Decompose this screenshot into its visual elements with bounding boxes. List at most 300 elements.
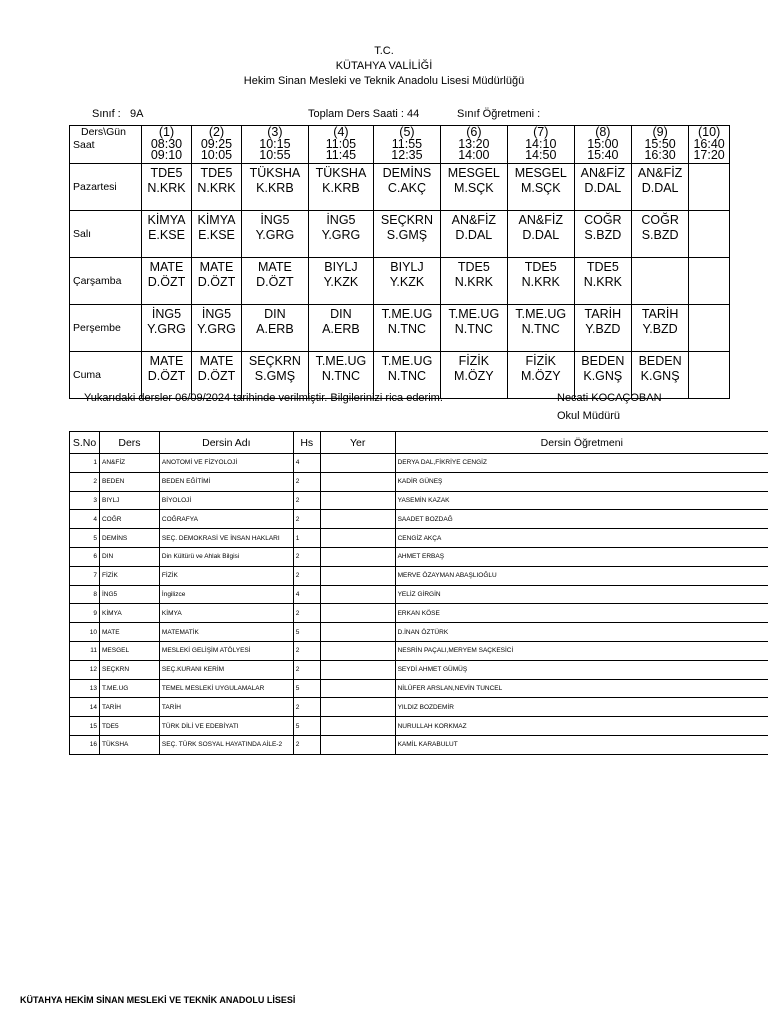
- lesson-cell: [507, 211, 574, 258]
- lesson-teacher-code: Y.GRG: [197, 322, 236, 336]
- lesson-course-code: İNG5: [201, 307, 232, 321]
- col-place: [320, 510, 395, 529]
- period-number: (2): [208, 125, 225, 139]
- col-teacher: CENGİZ AKÇA: [395, 529, 768, 548]
- course-reference-table: [69, 431, 768, 755]
- lesson-teacher-code: N.TNC: [387, 322, 427, 336]
- lesson-cell: [689, 352, 730, 399]
- period-start-time: 15:00: [587, 136, 619, 151]
- col-course-name: TEMEL MESLEKİ UYGULAMALAR: [159, 679, 293, 698]
- col-place: [320, 585, 395, 604]
- lesson-teacher-code: S.GMŞ: [386, 228, 428, 242]
- col-code: FİZİK: [99, 566, 159, 585]
- header-col-sno: S.No: [70, 432, 100, 454]
- col-sno: 14: [70, 698, 100, 717]
- lesson-cell: [689, 305, 730, 352]
- lesson-cell: [142, 258, 192, 305]
- period-header-cell: [374, 126, 441, 164]
- col-course-name: BEDEN EĞİTİMİ: [159, 472, 293, 491]
- lesson-course-code: AN&FİZ: [451, 213, 497, 227]
- lesson-course-code: TÜKSHA: [315, 166, 367, 180]
- col-code: DEMİNS: [99, 529, 159, 548]
- lesson-cell: [191, 211, 241, 258]
- lesson-teacher-code: N.KRK: [521, 275, 560, 289]
- lesson-course-code: T.ME.UG: [448, 307, 500, 321]
- col-sno: 16: [70, 735, 100, 754]
- lesson-cell: [308, 164, 373, 211]
- header-col-course-name: Dersin Adı: [159, 432, 293, 454]
- lesson-course-code: AN&FİZ: [518, 213, 563, 227]
- lesson-teacher-code: D.ÖZT: [256, 275, 294, 289]
- schedule-day-row: [70, 211, 730, 258]
- schedule-day-row: [70, 258, 730, 305]
- day-name-cell: [70, 211, 142, 258]
- col-place: [320, 679, 395, 698]
- lesson-course-code: TARİH: [584, 307, 622, 321]
- lesson-course-code: MESGEL: [447, 166, 500, 180]
- col-hours: 2: [293, 566, 320, 585]
- col-code: KİMYA: [99, 604, 159, 623]
- col-hours: 4: [293, 585, 320, 604]
- lesson-course-code: İNG5: [260, 213, 290, 227]
- period-start-time: 08:30: [150, 136, 183, 151]
- period-end-time: 10:05: [200, 148, 233, 162]
- col-hours: 1: [293, 529, 320, 548]
- col-course-name: ANOTOMİ VE FİZYOLOJİ: [159, 454, 293, 473]
- col-course-name: İngilizce: [159, 585, 293, 604]
- lesson-cell: [142, 305, 192, 352]
- lesson-course-code: FİZİK: [458, 354, 490, 368]
- col-teacher: YASEMİN KAZAK: [395, 491, 768, 510]
- header-col-place: Yer: [320, 432, 395, 454]
- col-code: COĞR: [99, 510, 159, 529]
- lesson-cell: [374, 305, 441, 352]
- col-sno: 2: [70, 472, 100, 491]
- class-label: Sınıf :: [92, 108, 121, 120]
- col-course-name: SEÇ. DEMOKRASİ VE İNSAN HAKLARI: [159, 529, 293, 548]
- col-course-name: BİYOLOJİ: [159, 491, 293, 510]
- lesson-teacher-code: E.KSE: [198, 228, 235, 242]
- period-header-cell: [631, 126, 688, 164]
- col-place: [320, 717, 395, 736]
- table-row: [70, 679, 768, 698]
- lesson-teacher-code: D.ÖZT: [147, 369, 186, 383]
- lesson-teacher-code: N.TNC: [454, 322, 493, 336]
- lesson-cell: [574, 164, 631, 211]
- lesson-cell: [308, 211, 373, 258]
- lesson-cell: [440, 352, 507, 399]
- weekly-schedule-table: [69, 125, 730, 399]
- col-sno: 10: [70, 623, 100, 642]
- lesson-cell: [440, 164, 507, 211]
- col-code: TARİH: [99, 698, 159, 717]
- lesson-teacher-code: Y.GRG: [147, 322, 186, 336]
- lesson-course-code: COĞR: [641, 213, 679, 227]
- col-hours: 2: [293, 641, 320, 660]
- header-valilik: KÜTAHYA VALİLİĞİ: [335, 60, 433, 72]
- col-hours: 2: [293, 491, 320, 510]
- period-header-cell: [507, 126, 574, 164]
- period-end-time: 17:20: [693, 148, 725, 162]
- col-hours: 2: [293, 472, 320, 491]
- lesson-teacher-code: A.ERB: [322, 322, 360, 336]
- lesson-cell: [440, 305, 507, 352]
- lesson-teacher-code: Y.BZD: [585, 322, 621, 336]
- period-end-time: 16:30: [644, 148, 676, 162]
- table-row: [70, 604, 768, 623]
- col-teacher: ERKAN KÖSE: [395, 604, 768, 623]
- lesson-cell: [308, 305, 373, 352]
- lesson-cell: [241, 211, 308, 258]
- lesson-cell: [631, 258, 688, 305]
- day-name-cell: [70, 258, 142, 305]
- col-course-name: FİZİK: [159, 566, 293, 585]
- lesson-cell: [191, 258, 241, 305]
- col-sno: 1: [70, 454, 100, 473]
- lesson-teacher-code: M.SÇK: [454, 181, 494, 195]
- col-course-name: Din Kültürü ve Ahlak Bilgisi: [159, 547, 293, 566]
- col-course-name: MATEMATİK: [159, 623, 293, 642]
- col-teacher: NURULLAH KORKMAZ: [395, 717, 768, 736]
- lesson-teacher-code: S.GMŞ: [254, 369, 296, 383]
- lesson-course-code: MESGEL: [514, 166, 567, 180]
- lesson-cell: [689, 164, 730, 211]
- col-sno: 3: [70, 491, 100, 510]
- lesson-course-code: MATE: [258, 260, 292, 274]
- lesson-cell: [142, 164, 192, 211]
- lesson-cell: [374, 211, 441, 258]
- class-value: 9A: [130, 108, 144, 120]
- table-row: [70, 585, 768, 604]
- table-row: [70, 510, 768, 529]
- col-sno: 12: [70, 660, 100, 679]
- col-code: TÜKSHA: [99, 735, 159, 754]
- col-place: [320, 735, 395, 754]
- period-start-time: 10:15: [259, 136, 291, 151]
- day-name: Cuma: [73, 369, 102, 381]
- lesson-teacher-code: N.TNC: [321, 369, 361, 383]
- lesson-teacher-code: N.TNC: [387, 369, 427, 383]
- header-col-teacher: Dersin Öğretmeni: [395, 432, 768, 454]
- lesson-course-code: DEMİNS: [382, 166, 432, 180]
- col-teacher: KAMİL KARABULUT: [395, 735, 768, 754]
- col-teacher: SAADET BOZDAĞ: [395, 510, 768, 529]
- col-course-name: SEÇ. TÜRK SOSYAL HAYATINDA AİLE-2: [159, 735, 293, 754]
- col-sno: 9: [70, 604, 100, 623]
- lesson-course-code: MATE: [199, 354, 234, 368]
- period-end-time: 12:35: [391, 148, 423, 162]
- col-hours: 4: [293, 454, 320, 473]
- period-header-cell: [241, 126, 308, 164]
- period-end-time: 14:00: [458, 148, 490, 162]
- col-sno: 5: [70, 529, 100, 548]
- lesson-teacher-code: D.DAL: [584, 181, 622, 195]
- table-row: [70, 491, 768, 510]
- col-code: TDE5: [99, 717, 159, 736]
- col-sno: 15: [70, 717, 100, 736]
- lesson-course-code: AN&FİZ: [580, 166, 626, 180]
- period-end-time: 11:45: [325, 148, 357, 162]
- schedule-corner-cell: [70, 126, 142, 164]
- lesson-teacher-code: D.ÖZT: [197, 275, 236, 289]
- table-row: [70, 454, 768, 473]
- col-hours: 5: [293, 717, 320, 736]
- class-teacher-label: Sınıf Öğretmeni :: [457, 108, 541, 120]
- lesson-cell: [507, 305, 574, 352]
- col-course-name: SEÇ.KURANI KERİM: [159, 660, 293, 679]
- reference-header-row: [70, 432, 768, 454]
- lesson-course-code: AN&FİZ: [637, 166, 683, 180]
- period-header-cell: [191, 126, 241, 164]
- period-header-cell: [574, 126, 631, 164]
- col-code: İNG5: [99, 585, 159, 604]
- period-header-cell: [440, 126, 507, 164]
- col-hours: 2: [293, 547, 320, 566]
- total-hours-value: 44: [407, 108, 420, 120]
- col-course-name: MESLEKİ GELİŞİM ATÖLYESİ: [159, 641, 293, 660]
- lesson-cell: [241, 258, 308, 305]
- lesson-course-code: SEÇKRN: [248, 354, 301, 368]
- lesson-cell: [631, 164, 688, 211]
- lesson-course-code: KİMYA: [147, 213, 186, 227]
- lesson-course-code: BIYLJ: [390, 260, 424, 274]
- lesson-cell: [689, 258, 730, 305]
- lesson-course-code: SEÇKRN: [380, 213, 433, 227]
- lesson-teacher-code: Y.GRG: [255, 228, 295, 242]
- footer-note: Yukarıdaki dersler 06/09/2024 tarihinde verilmiştir. Bilgilerinizi rica ederim.: [84, 392, 443, 404]
- day-name-cell: [70, 305, 142, 352]
- col-place: [320, 641, 395, 660]
- lesson-cell: [689, 211, 730, 258]
- col-sno: 8: [70, 585, 100, 604]
- lesson-cell: [507, 258, 574, 305]
- col-sno: 4: [70, 510, 100, 529]
- lesson-course-code: BEDEN: [581, 354, 625, 368]
- lesson-teacher-code: M.ÖZY: [520, 369, 561, 383]
- lesson-course-code: COĞR: [584, 213, 622, 227]
- col-teacher: KADİR GÜNEŞ: [395, 472, 768, 491]
- period-start-time: 15:50: [644, 136, 676, 151]
- col-teacher: D.İNAN ÖZTÜRK: [395, 623, 768, 642]
- col-code: T.ME.UG: [99, 679, 159, 698]
- col-course-name: COĞRAFYA: [159, 510, 293, 529]
- col-place: [320, 454, 395, 473]
- lesson-course-code: TARİH: [641, 307, 679, 321]
- col-code: BIYLJ: [99, 491, 159, 510]
- period-start-time: 09:25: [200, 136, 233, 151]
- day-name-cell: [70, 164, 142, 211]
- day-name: Salı: [73, 228, 92, 240]
- col-code: MATE: [99, 623, 159, 642]
- lesson-teacher-code: E.KSE: [148, 228, 185, 242]
- col-place: [320, 472, 395, 491]
- lesson-teacher-code: D.ÖZT: [197, 369, 236, 383]
- lesson-cell: [631, 211, 688, 258]
- lesson-cell: [574, 258, 631, 305]
- lesson-teacher-code: Y.KZK: [323, 275, 359, 289]
- lesson-cell: [631, 305, 688, 352]
- table-row: [70, 698, 768, 717]
- period-number: (10): [698, 125, 721, 139]
- col-teacher: YELİZ GİRGİN: [395, 585, 768, 604]
- lesson-cell: [241, 164, 308, 211]
- day-name: Perşembe: [73, 322, 121, 334]
- lesson-cell: [308, 258, 373, 305]
- col-place: [320, 529, 395, 548]
- table-row: [70, 717, 768, 736]
- day-name: Pazartesi: [73, 181, 117, 193]
- col-place: [320, 547, 395, 566]
- period-number: (7): [533, 125, 549, 139]
- col-hours: 2: [293, 660, 320, 679]
- lesson-course-code: MATE: [149, 354, 184, 368]
- lesson-teacher-code: K.GNŞ: [583, 369, 623, 383]
- col-hours: 2: [293, 735, 320, 754]
- col-hours: 5: [293, 623, 320, 642]
- header-tc: T.C.: [374, 45, 394, 57]
- lesson-teacher-code: S.BZD: [584, 228, 622, 242]
- col-teacher: NİLÜFER ARSLAN,NEVİN TUNCEL: [395, 679, 768, 698]
- lesson-cell: [574, 305, 631, 352]
- col-teacher: MERVE ÖZAYMAN ABAŞLIOĞLU: [395, 566, 768, 585]
- lesson-cell: [440, 211, 507, 258]
- header-school: Hekim Sinan Mesleki ve Teknik Anadolu Lisesi Müdürlüğü: [243, 75, 525, 87]
- table-row: [70, 735, 768, 754]
- lesson-course-code: TDE5: [200, 166, 233, 180]
- header-col-hours: Hs: [293, 432, 320, 454]
- table-row: [70, 641, 768, 660]
- lesson-teacher-code: D.DAL: [522, 228, 560, 242]
- lesson-teacher-code: D.DAL: [455, 228, 493, 242]
- lesson-cell: [142, 211, 192, 258]
- lesson-course-code: TDE5: [457, 260, 490, 274]
- period-number: (6): [466, 125, 482, 139]
- table-row: [70, 623, 768, 642]
- lesson-cell: [191, 305, 241, 352]
- period-end-time: 09:10: [150, 148, 183, 162]
- col-sno: 13: [70, 679, 100, 698]
- lesson-teacher-code: N.KRK: [583, 275, 622, 289]
- col-place: [320, 623, 395, 642]
- lesson-course-code: T.ME.UG: [515, 307, 567, 321]
- lesson-course-code: MATE: [149, 260, 184, 274]
- table-row: [70, 529, 768, 548]
- lesson-teacher-code: Y.KZK: [389, 275, 425, 289]
- col-teacher: AHMET ERBAŞ: [395, 547, 768, 566]
- lesson-cell: [374, 164, 441, 211]
- period-start-time: 16:40: [693, 136, 725, 151]
- lesson-course-code: DIN: [330, 307, 352, 321]
- lesson-course-code: KİMYA: [197, 213, 236, 227]
- col-code: MESGEL: [99, 641, 159, 660]
- col-place: [320, 491, 395, 510]
- col-course-name: TÜRK DİLİ VE EDEBİYATI: [159, 717, 293, 736]
- col-code: BEDEN: [99, 472, 159, 491]
- period-header-cell: [308, 126, 373, 164]
- schedule-day-row: [70, 164, 730, 211]
- period-number: (9): [652, 125, 668, 139]
- lesson-cell: [241, 305, 308, 352]
- lesson-course-code: TÜKSHA: [249, 166, 301, 180]
- lesson-teacher-code: M.ÖZY: [454, 369, 494, 383]
- bottom-school-name: KÜTAHYA HEKİM SİNAN MESLEKİ VE TEKNİK ANADOLU LİSESİ: [20, 995, 296, 1005]
- lesson-cell: [374, 258, 441, 305]
- period-end-time: 10:55: [259, 148, 291, 162]
- period-number: (5): [399, 125, 415, 139]
- col-place: [320, 566, 395, 585]
- lesson-course-code: MATE: [199, 260, 234, 274]
- lesson-teacher-code: S.BZD: [641, 228, 679, 242]
- schedule-header-row: [70, 126, 730, 164]
- schedule-day-row: [70, 305, 730, 352]
- lesson-teacher-code: D.ÖZT: [147, 275, 186, 289]
- day-name: Çarşamba: [73, 275, 122, 287]
- lesson-course-code: TDE5: [524, 260, 557, 274]
- lesson-cell: [507, 164, 574, 211]
- period-header-cell: [689, 126, 730, 164]
- period-number: (4): [333, 125, 349, 139]
- col-hours: 5: [293, 679, 320, 698]
- lesson-cell: [440, 258, 507, 305]
- period-end-time: 14:50: [525, 148, 557, 162]
- col-place: [320, 604, 395, 623]
- lesson-course-code: DIN: [264, 307, 286, 321]
- col-course-name: KİMYA: [159, 604, 293, 623]
- lesson-teacher-code: K.KRB: [256, 181, 294, 195]
- period-start-time: 11:55: [391, 136, 423, 151]
- period-number: (8): [595, 125, 611, 139]
- col-code: DIN: [99, 547, 159, 566]
- period-start-time: 14:10: [525, 136, 557, 151]
- period-number: (3): [267, 125, 283, 139]
- lesson-teacher-code: N.KRK: [454, 275, 493, 289]
- lesson-course-code: T.ME.UG: [381, 354, 433, 368]
- period-header-cell: [142, 126, 192, 164]
- period-start-time: 13:20: [458, 136, 490, 151]
- lesson-course-code: TDE5: [586, 260, 619, 274]
- col-hours: 2: [293, 510, 320, 529]
- lesson-course-code: BEDEN: [638, 354, 682, 368]
- col-sno: 11: [70, 641, 100, 660]
- lesson-teacher-code: Y.GRG: [321, 228, 361, 242]
- table-row: [70, 472, 768, 491]
- col-teacher: DERYA DAL,FİKRİYE CENGİZ: [395, 454, 768, 473]
- col-place: [320, 698, 395, 717]
- lesson-course-code: T.ME.UG: [381, 307, 433, 321]
- lesson-teacher-code: K.GNŞ: [640, 369, 680, 383]
- col-hours: 2: [293, 698, 320, 717]
- corner-hour-label: Saat: [73, 139, 95, 151]
- lesson-teacher-code: C.AKÇ: [387, 181, 427, 195]
- header-col-code: Ders: [99, 432, 159, 454]
- principal-title: Okul Müdürü: [557, 410, 620, 422]
- table-row: [70, 566, 768, 585]
- lesson-teacher-code: K.KRB: [322, 181, 360, 195]
- lesson-teacher-code: D.DAL: [641, 181, 679, 195]
- lesson-course-code: İNG5: [326, 213, 356, 227]
- period-start-time: 11:05: [325, 136, 357, 151]
- lesson-cell: [191, 164, 241, 211]
- col-place: [320, 660, 395, 679]
- principal-name: Necati KOCAÇOBAN: [557, 392, 662, 404]
- col-hours: 2: [293, 604, 320, 623]
- corner-day-label: Ders\Gün: [81, 126, 126, 138]
- col-code: SEÇKRN: [99, 660, 159, 679]
- table-row: [70, 660, 768, 679]
- period-end-time: 15:40: [587, 148, 619, 162]
- col-sno: 7: [70, 566, 100, 585]
- lesson-teacher-code: N.TNC: [521, 322, 560, 336]
